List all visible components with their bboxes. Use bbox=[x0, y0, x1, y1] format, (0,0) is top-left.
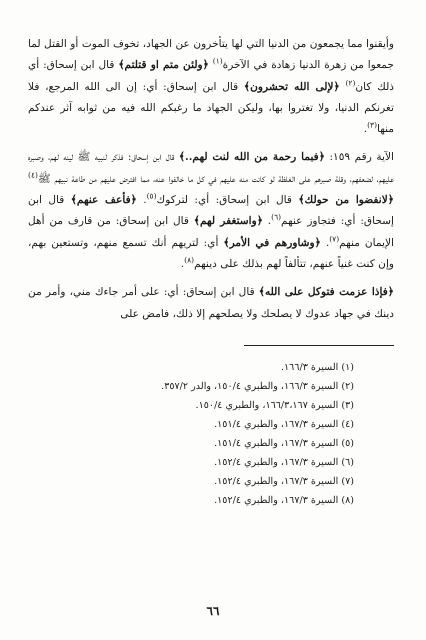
quran-quote: ﴿فإذا عزمت فتوكل على الله﴾ bbox=[258, 286, 395, 299]
footnote: (٥) السيرة ١٦٧/٣، والطبري ١٥١/٤. bbox=[214, 437, 354, 449]
footnote: (٦) السيرة ١٦٧/٣، والطبري ١٥٢/٤. bbox=[214, 456, 354, 468]
footnote-ref: (٦) bbox=[271, 212, 282, 222]
paragraph bbox=[28, 282, 394, 325]
footnote: (٧) السيرة ١٦٧/٣، والطبري ١٥٢/٤. bbox=[214, 475, 354, 487]
text-run: وأيقنوا مما يجمعون من الدنيا التي لها يتأخرون عن الجهاد، تخوف الموت أو القتل لما جمعوا من زهرة الدنيا زهادة في الآخرة bbox=[28, 38, 394, 72]
quran-quote: ﴿فبما رحمة من الله لنت لهم..﴾ bbox=[178, 151, 325, 164]
quran-quote: ﴿فأعف عنهم﴾ bbox=[70, 194, 137, 207]
text-run: قال ابن إسحاق: من قارف من أهل الإيمان منهم bbox=[28, 215, 394, 249]
quran-quote: ﴿ولئن متم او قتلتم﴾ bbox=[118, 59, 209, 72]
text-run: قال ابن إسحاق: فذكر لنبيه ﷺ لينه لهم، وصبره عليهم، لضعفهم، وقلة صبرهم على الغلظة لو كانت منه عليهم في كل ما خالفوا عنه، مما افترض عليهم من طاعة نبيهم ﷺ bbox=[28, 151, 394, 185]
quran-quote: ﴿لانفضوا من حولك﴾ bbox=[298, 194, 394, 207]
footnote-ref: (٤) bbox=[28, 170, 38, 180]
text-run: قال ابن إسحاق: أي: إن الى الله المرجع، فلا تغرنكم الدنيا، ولا تغتروا بها، وليكن الجهاد ما رغبكم الله فيه من ثوابه آثر عندكم منها bbox=[28, 80, 394, 136]
page-number: ٦٦ bbox=[206, 604, 220, 618]
footnote-ref: (٣) bbox=[367, 120, 378, 130]
footnote: (٢) السيرة ١٦٦/٣، والطبري ١٥٠/٤، والدر ٣٥٧/٢. bbox=[161, 380, 354, 392]
footnotes-list bbox=[28, 358, 394, 510]
footnote-ref: (٧) bbox=[329, 234, 340, 244]
footnote-ref: (١) bbox=[212, 56, 223, 66]
text-run: . bbox=[363, 123, 368, 136]
footnote: (٤) السيرة ١٦٧/٣، والطبري ١٥١/٤. bbox=[214, 418, 354, 430]
text-run: أي: لتريهم أنك تسمع منهم، وتستعين بهم، وإن كنت غنياً عنهم، تتألفاً لهم بذلك على دينهم bbox=[28, 236, 394, 270]
footnote: (١) السيرة ١٦٦/٣. bbox=[280, 361, 354, 373]
text-run: قال ابن إسحاق: أي ذلك كان bbox=[28, 59, 395, 93]
footnote-divider bbox=[244, 345, 394, 346]
text-run: قال ابن إسحاق: أي: فتجاوز عنهم bbox=[28, 194, 394, 228]
footnote-ref: (٥) bbox=[146, 191, 157, 201]
quran-quote: ﴿واستغفر لهم﴾ bbox=[193, 215, 263, 228]
text-run: . bbox=[180, 257, 185, 270]
quran-quote: ﴿لإلى الله تحشرون﴾ bbox=[243, 80, 340, 93]
quran-quote: ﴿وشاورهم في الأمر﴾ bbox=[223, 236, 321, 249]
paragraph: الآية رقم ١٥٩: ﴿فبما رحمة من الله لنت لهم..﴾ قال ابن إسحاق: فذكر لنبيه ﷺ لينه لهم، وصبره عليهم، لضعفهم، وقلة صبرهم على الغلظة لو كانت منه عليهم في كل ما خالفوا عنه، مما افترض عليهم من طاعة نبيهم ﷺ$^{(٤)}$ ﴿لانفضوا من حولك﴾ قال ابن إسحاق: أي: لتركوك$^{(٥)}$. ﴿فأعف عنهم﴾ قال ابن إسحاق: أي: فتجاوز عنهم$^{(٦)}$. ﴿واستغفر لهم﴾ قال ابن إسحاق: من قارف من أهل الإيمان منهم$^{(٧)}$. ﴿وشاورهم في الأمر﴾ أي: لتريهم أنك تسمع منهم، وتستعين بهم، وإن كنت غنياً عنهم، تتألفاً لهم بذلك على دينهم$^{(٨)}$. bbox=[28, 151, 394, 270]
footnote: (٨) السيرة ١٦٧/٣، والطبري ١٥٢/٤. bbox=[214, 494, 354, 506]
footnote-ref: (٢) bbox=[345, 78, 356, 88]
text-run: قال ابن إسحاق: أي: على أمر جاءك مني، وأمر من دينك في جهاد عدوك لا يصلحك ولا يصلحهم إلا ذلك، فامض على bbox=[28, 286, 394, 320]
text-run: قال ابن إسحاق: أي: لتركوك bbox=[156, 194, 292, 207]
paragraph bbox=[28, 34, 394, 140]
footnote: (٣) السيرة ١٦٦/٣،١٦٧، والطبري ١٥٠/٤. bbox=[195, 399, 354, 411]
text-run: الآية رقم ١٥٩: bbox=[329, 151, 394, 164]
footnote-ref: (٨) bbox=[184, 255, 195, 265]
main-text bbox=[28, 34, 394, 325]
